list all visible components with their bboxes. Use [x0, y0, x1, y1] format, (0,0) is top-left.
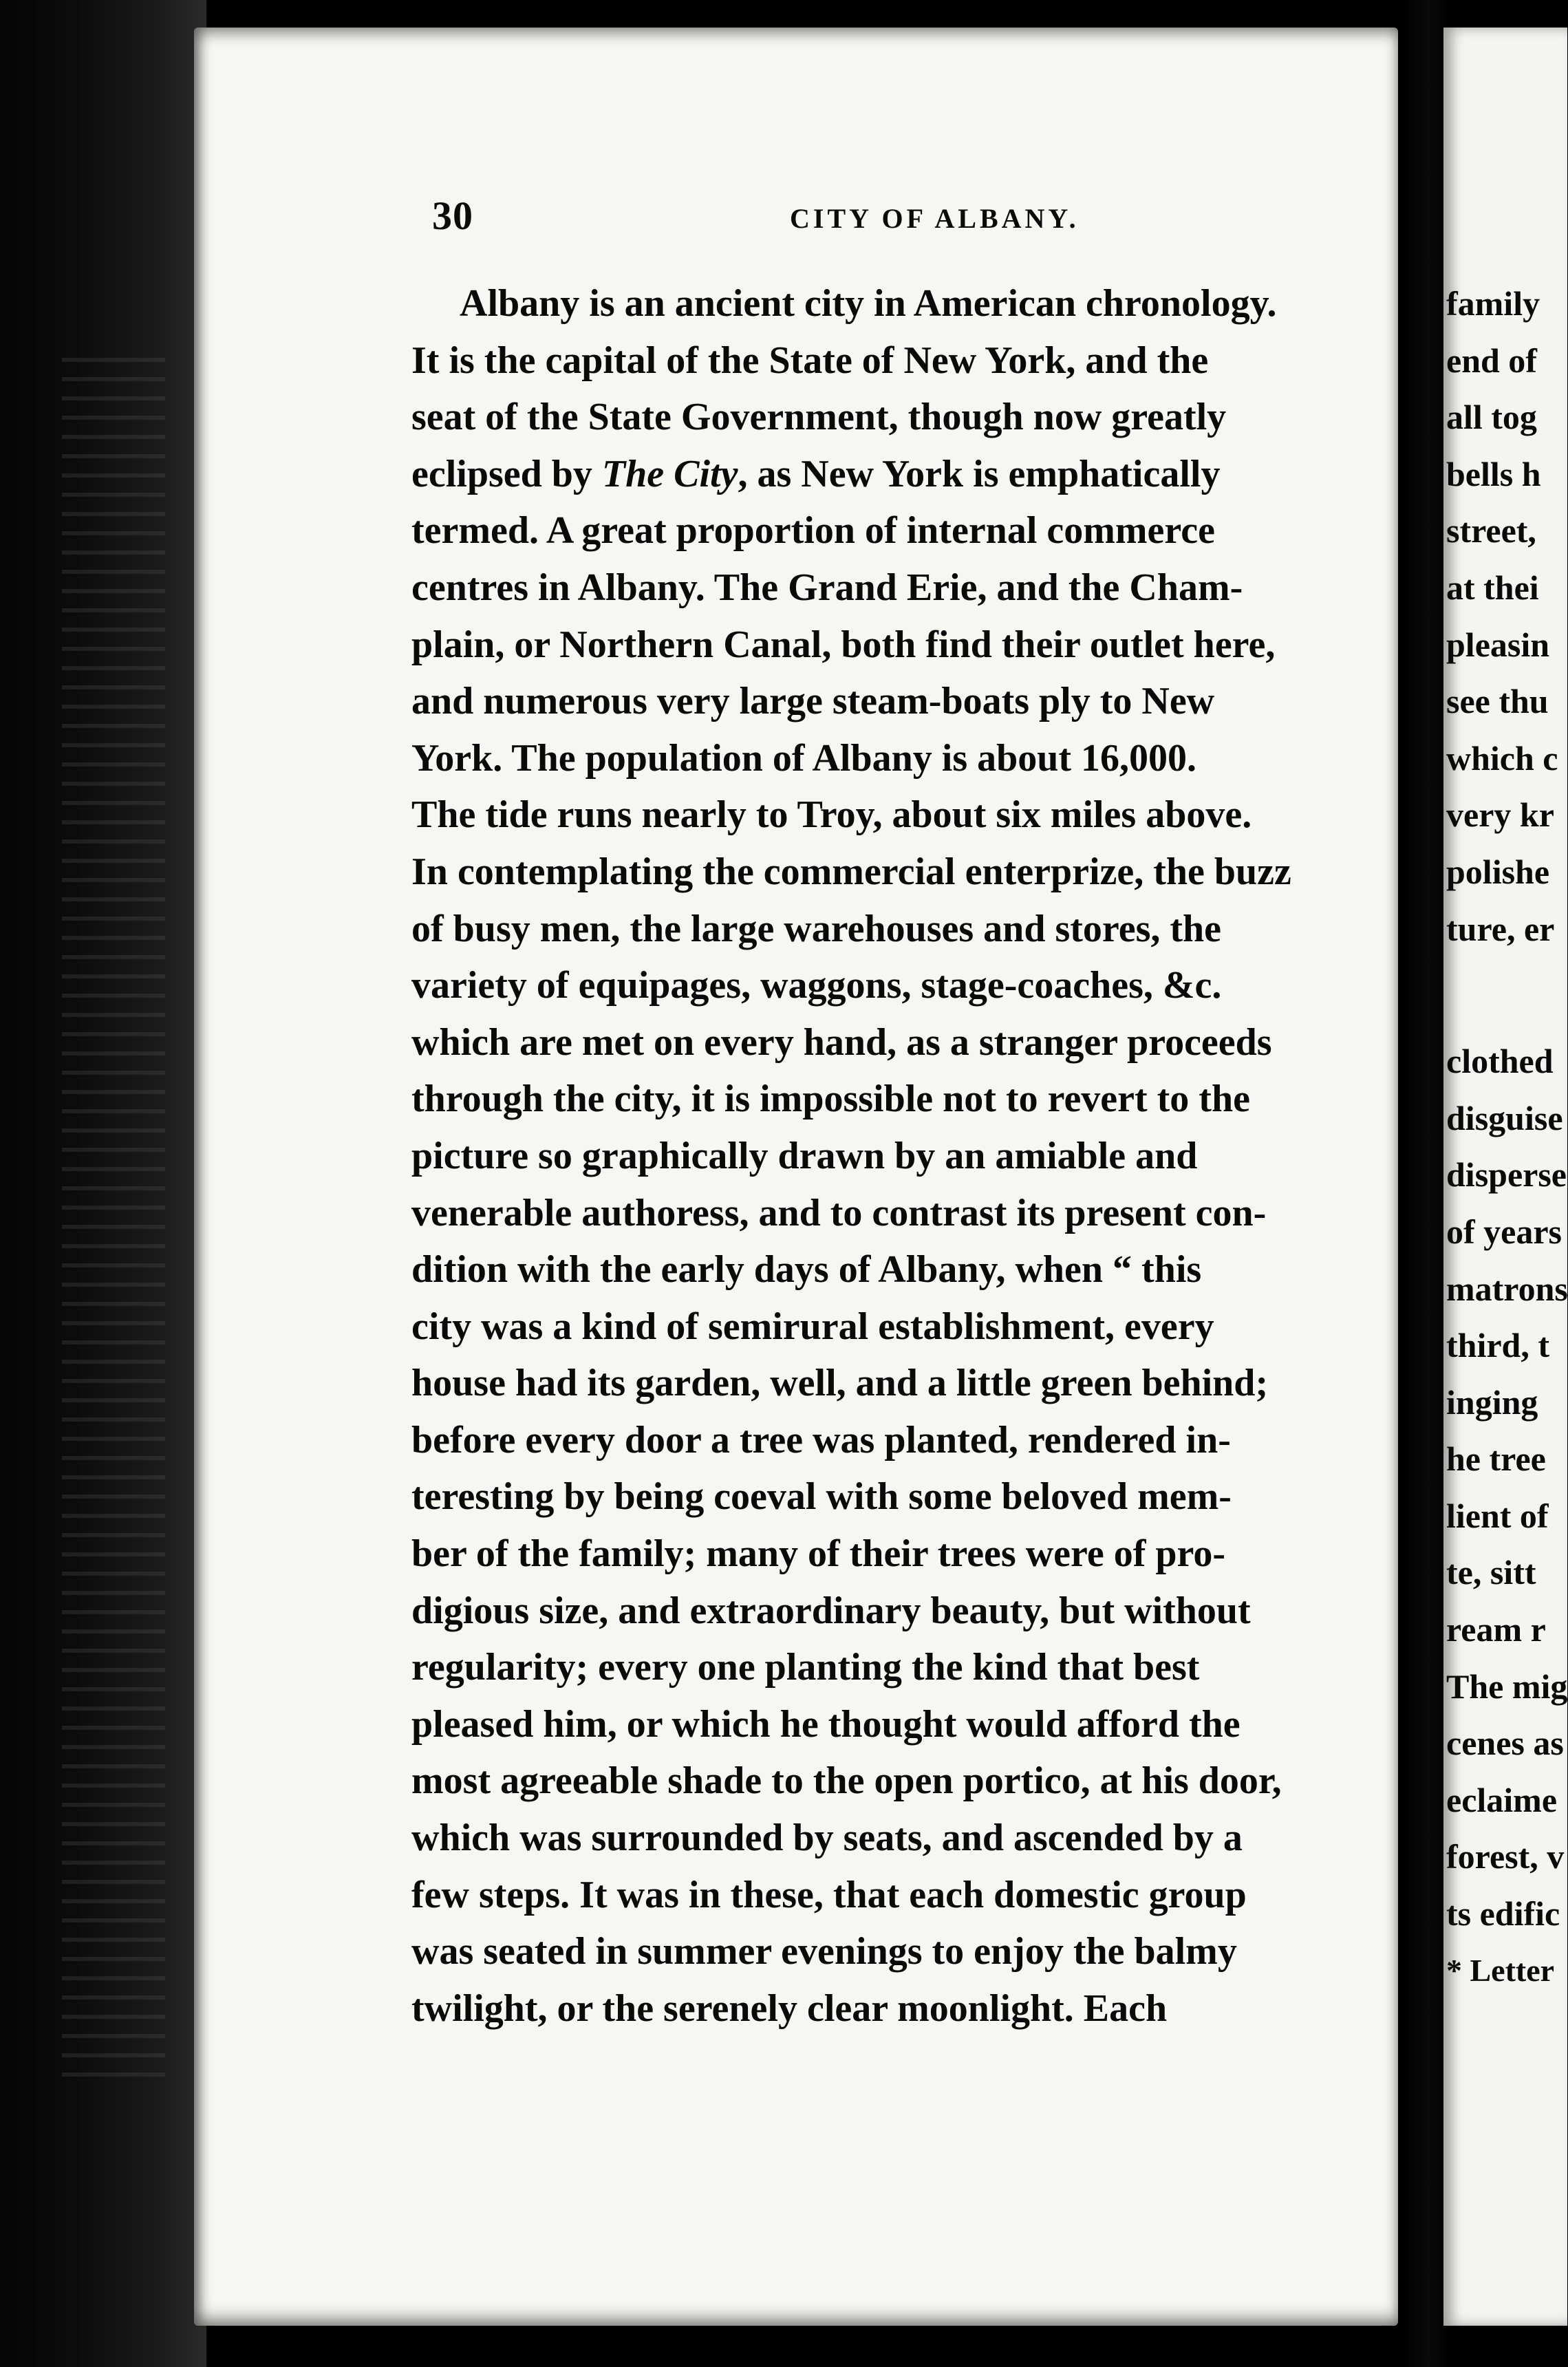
text-line: few steps. It was in these, that each domestic group	[411, 1873, 1247, 1916]
text-line: picture so graphically drawn by an amiable and	[411, 1134, 1198, 1177]
text-line: In contemplating the commercial enterprize, the buzz	[411, 850, 1291, 893]
text-line: city was a kind of semirural establishment, every	[411, 1305, 1214, 1348]
text-line: ber of the family; many of their trees were of pro-	[411, 1532, 1225, 1576]
text-line: termed. A great proportion of internal commerce	[411, 509, 1215, 553]
right-page-fragment: ream r	[1446, 1610, 1546, 1649]
right-page-fragment: The mig	[1446, 1667, 1568, 1706]
text-line: digious size, and extraordinary beauty, but without	[411, 1589, 1251, 1632]
right-page-fragment: disperse	[1446, 1155, 1567, 1195]
text-line: most agreeable shade to the open portico, at his door,	[411, 1759, 1282, 1803]
right-page-fragment: family	[1446, 284, 1540, 323]
right-page-fragment: which c	[1446, 738, 1558, 778]
text-line: pleased him, or which he thought would afford the	[411, 1702, 1241, 1746]
right-page-fragment: ture, er	[1446, 909, 1555, 948]
text-line: Albany is an ancient city in American chronology.	[460, 282, 1277, 325]
right-page-fragment: very kr	[1446, 795, 1554, 835]
right-page-fragment: disguise	[1446, 1098, 1563, 1137]
right-page-fragment: all tog	[1446, 398, 1537, 437]
running-head: CITY OF ALBANY.	[790, 203, 1080, 234]
text-line: of busy men, the large warehouses and stores, the	[411, 907, 1222, 950]
page-edge-streaks	[62, 358, 165, 2078]
text-run: eclipsed by	[411, 452, 602, 495]
right-page-fragment	[1446, 957, 1541, 1033]
right-page-fragment: * Letter	[1446, 1952, 1555, 1988]
page-header	[432, 193, 1395, 255]
text-line: through the city, it is impossible not to revert to the	[411, 1078, 1250, 1121]
book-edge-shadow	[0, 0, 206, 2367]
right-page-fragment: ts edific	[1446, 1894, 1560, 1934]
right-page-fragment: clothed	[1446, 1042, 1554, 1081]
text-line: seat of the State Government, though now greatly	[411, 396, 1227, 439]
right-page-fragment: end of	[1446, 341, 1537, 380]
right-page-fragment: of years	[1446, 1212, 1562, 1251]
text-line: was seated in summer evenings to enjoy the balmy	[411, 1930, 1237, 1973]
text-line: house had its garden, well, and a little green behind;	[411, 1362, 1269, 1405]
text-line: regularity; every one planting the kind that best	[411, 1646, 1200, 1689]
right-page-fragment: street,	[1446, 511, 1536, 550]
right-page-fragment: polishe	[1446, 852, 1550, 891]
right-page-fragment: third, t	[1446, 1326, 1549, 1365]
page-number: 30	[432, 193, 473, 238]
text-line: centres in Albany. The Grand Erie, and the Cham-	[411, 566, 1243, 609]
right-page-fragment: te, sitt	[1446, 1553, 1536, 1592]
right-page-fragment: bells h	[1446, 454, 1541, 493]
right-page-fragment: see thu	[1446, 682, 1549, 721]
right-page-fragment: forest, v	[1446, 1837, 1565, 1876]
text-line: venerable authoress, and to contrast its present con-	[411, 1191, 1267, 1234]
right-page-fragment: he tree	[1446, 1439, 1546, 1479]
text-run: , as New York is emphatically	[738, 452, 1221, 495]
body-text	[411, 275, 1402, 2037]
right-page-fragment: cenes as	[1446, 1724, 1564, 1763]
right-page-fragment: pleasin	[1446, 625, 1550, 664]
text-line: The tide runs nearly to Troy, about six miles above.	[411, 793, 1252, 837]
text-line: It is the capital of the State of New York, and the	[411, 339, 1209, 382]
text-line: and numerous very large steam-boats ply to New	[411, 680, 1215, 723]
right-page-text-fragments	[1446, 275, 1568, 1999]
text-line	[411, 446, 1402, 503]
text-line: York. The population of Albany is about 16,000.	[411, 736, 1197, 780]
text-line: dition with the early days of Albany, when “ this	[411, 1248, 1202, 1292]
right-page-fragment: eclaime	[1446, 1780, 1558, 1819]
right-page-fragment: matrons	[1446, 1269, 1568, 1308]
text-line: variety of equipages, waggons, stage-coaches, &c.	[411, 964, 1222, 1007]
text-line: before every door a tree was planted, rendered in-	[411, 1418, 1231, 1461]
italic-text-run: The City	[601, 452, 738, 495]
text-line: which was surrounded by seats, and ascended by a	[411, 1817, 1243, 1860]
text-line: twilight, or the serenely clear moonlight. Each	[411, 1986, 1168, 2030]
right-page-fragment: at thei	[1446, 568, 1539, 607]
text-line: plain, or Northern Canal, both find their outlet here,	[411, 623, 1276, 666]
text-line: which are met on every hand, as a stranger proceeds	[411, 1020, 1272, 1064]
right-page-fragment: lient of	[1446, 1496, 1549, 1535]
right-page-fragment: inging	[1446, 1382, 1538, 1422]
text-line: teresting by being coeval with some beloved mem-	[411, 1475, 1232, 1519]
